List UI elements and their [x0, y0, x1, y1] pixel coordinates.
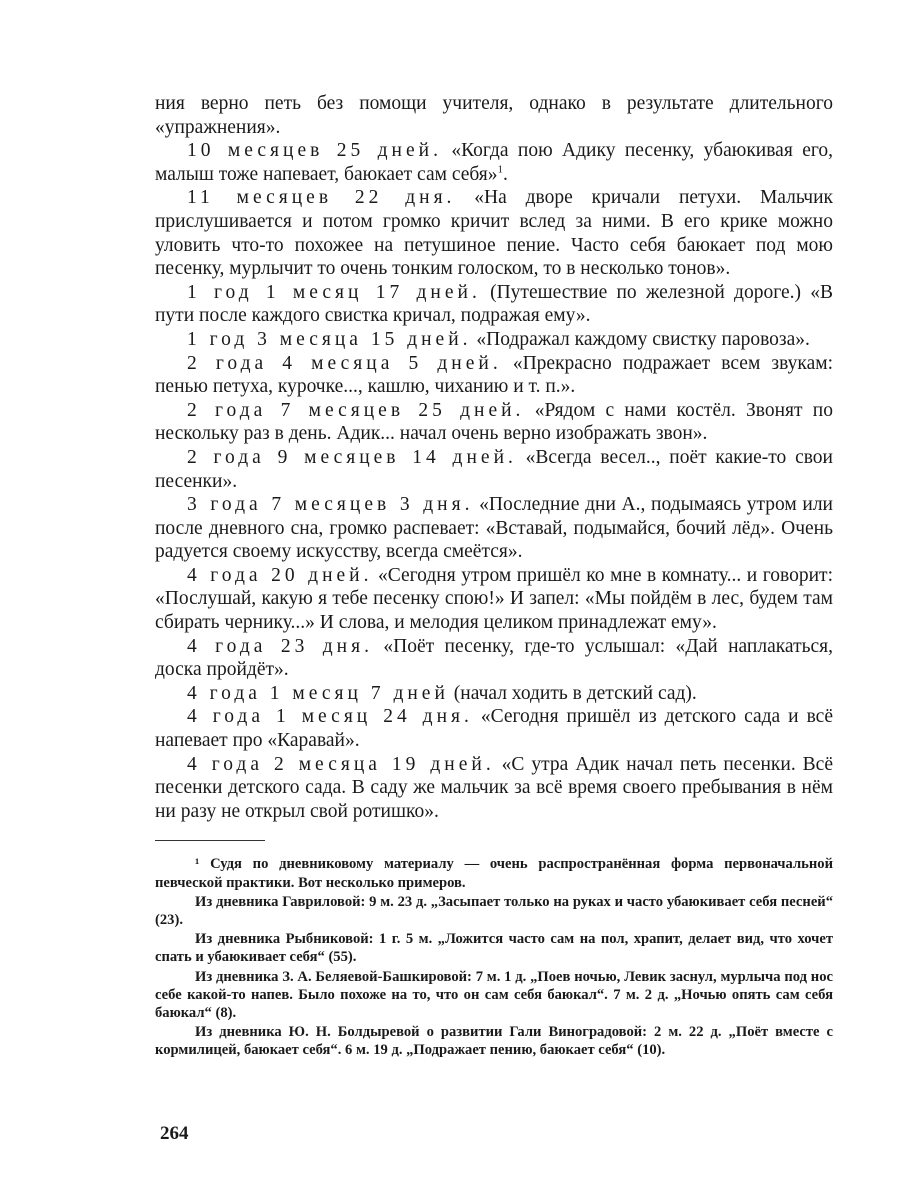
- entry-text: «Прекрасно подражает всем звукам: пенью петуха, курочке..., кашлю, чиханию и т. п.».: [155, 352, 834, 398]
- entry-text-end: .: [503, 163, 508, 185]
- entry-date: 4 года 2 месяца 19 дней.: [187, 753, 495, 775]
- entry-text: «Подражал каждому свистку паровоза».: [471, 328, 810, 350]
- entry-date: 11 месяцев 22 дня.: [187, 187, 456, 209]
- diary-entry: [155, 281, 833, 328]
- entry-text: «С утра Адик начал петь песенки. Всё песенки детского сада. В саду же мальчик за всё время своего пребывания в нём ни разу не открыл свой ротишко».: [155, 753, 833, 822]
- entry-text: (начал ходить в детский сад).: [448, 682, 697, 704]
- footnote-example: Из дневника Рыбниковой: 1 г. 5 м. „Ложится часто сам на пол, храпит, делает вид, что хочет спать и убаюкивает себя“ (55).: [155, 931, 833, 966]
- footnote-example: Из дневника Ю. Н. Болдыревой о развитии Гали Виноградовой: 2 м. 22 д. „Поёт вместе с кормилицей, баюкает себя“. 6 м. 19 д. „Подражает пению, баюкает себя“ (10).: [155, 1024, 833, 1059]
- page-number: 264: [160, 1123, 189, 1144]
- entry-date: 4 года 1 месяц 7 дней: [187, 682, 449, 704]
- main-text: [155, 92, 833, 823]
- entry-text: «Последние дни А., подымаясь утром или после дневного сна, громко распевает: «Вставай, подымайся, бочий лёд». Очень радуется своему искусству, всегда смеётся».: [155, 494, 833, 563]
- diary-entry: [155, 139, 833, 186]
- footnote: ¹ Судя по дневниковому материалу — очень распространённая форма первоначальной певческой практики. Вот несколько примеров.: [155, 856, 833, 891]
- diary-entry: [155, 446, 833, 493]
- entry-date: 10 месяцев 25 дней.: [187, 140, 442, 162]
- entry-date: 2 года 4 месяца 5 дней.: [187, 352, 502, 374]
- diary-entry: [155, 564, 833, 635]
- entry-text: «Сегодня утром пришёл ко мне в комнату... и говорит: «Послушай, какую я тебе песенку спою!» И запел: «Мы пойдём в лес, будем там сбирать чернику...» И слова, и мелодия целиком принадлежат ему».: [155, 564, 833, 634]
- entry-text: «Когда пою Адику песенку, убаюкивая его, малыш тоже напевает, баюкает сам себя»: [155, 140, 834, 185]
- diary-entry: [155, 493, 833, 564]
- footnote-marker[interactable]: 1: [497, 163, 504, 176]
- entry-date: 4 года 20 дней.: [187, 564, 373, 586]
- footnotes: [155, 855, 833, 1059]
- entry-text: «Сегодня пришёл из детского сада и всё напевает про «Каравай».: [155, 706, 833, 752]
- entry-text: (Путешествие по железной дороге.) «В пути после каждого свистка кричал, подражая ему».: [155, 281, 833, 327]
- diary-entry: [155, 635, 833, 682]
- paragraph-continued: ния верно петь без помощи учителя, однако в результате длительного «упражнения».: [155, 93, 833, 138]
- entry-date: 2 года 9 месяцев 14 дней.: [187, 446, 517, 468]
- diary-entry: [155, 705, 833, 752]
- diary-entry: [155, 753, 833, 824]
- page-content: [155, 92, 833, 1060]
- entry-text: «Всегда весел.., поёт какие-то свои песенки».: [155, 446, 833, 492]
- entry-date: 4 года 23 дня.: [187, 635, 373, 657]
- diary-entry: [155, 682, 833, 706]
- diary-entry: [155, 399, 833, 446]
- entry-date: 4 года 1 месяц 24 дня.: [187, 706, 473, 728]
- entry-date: 1 год 1 месяц 17 дней.: [187, 281, 481, 303]
- diary-entry: [155, 352, 833, 399]
- diary-entry: [155, 328, 833, 352]
- footnote-divider: [155, 840, 265, 841]
- diary-entry: [155, 186, 833, 280]
- footnote-example: Из дневника Гавриловой: 9 м. 23 д. „Засыпает только на руках и часто убаюкивает себя песней“ (23).: [155, 893, 833, 929]
- entry-text: «На дворе кричали петухи. Мальчик прислушивается и потом громко кричит вслед за ними. В его крике можно уловить что-то похожее на петушиное пение. Часто себя баюкает под мою песенку, мурлычит то очень тонким голоском, то в несколько тонов».: [155, 187, 833, 280]
- entry-text: «Рядом с нами костёл. Звонят по нескольку раз в день. Адик... начал очень верно изображать звон».: [155, 399, 833, 445]
- entry-text: «Поёт песенку, где-то услышал: «Дай наплакаться, доска пройдёт».: [155, 635, 833, 681]
- entry-date: 2 года 7 месяцев 25 дней.: [187, 399, 525, 421]
- footnote-example: Из дневника З. А. Беляевой-Башкировой: 7 м. 1 д. „Поев ночью, Левик заснул, мурлыча под нос себе какой-то напев. Было похоже на то, что он сам себя баюкал“. 7 м. 2 д. „Ночью опять сам себя баюкал“ (8).: [155, 968, 833, 1022]
- entry-date: 3 года 7 месяцев 3 дня.: [187, 494, 474, 516]
- entry-date: 1 год 3 месяца 15 дней.: [187, 328, 472, 350]
